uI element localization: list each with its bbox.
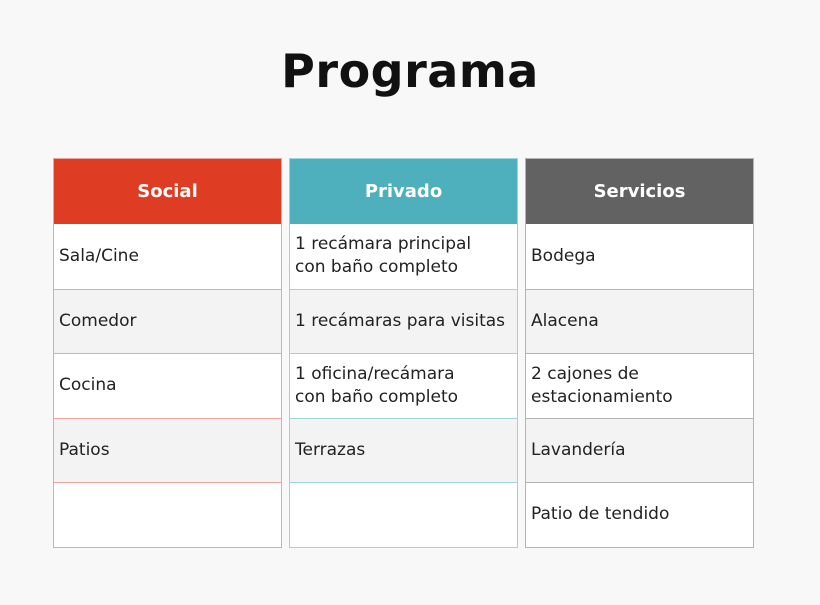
table-cell: 1 oficina/recámara con baño completo xyxy=(290,353,517,418)
table-cell: Patio de tendido xyxy=(526,482,753,547)
table-cell: Cocina xyxy=(54,353,281,418)
table-cell: 2 cajones de estacionamiento xyxy=(526,353,753,418)
column-header-social: Social xyxy=(54,159,281,224)
table-cell: Alacena xyxy=(526,289,753,354)
table-cell: 1 recámaras para visitas xyxy=(290,289,517,354)
column-header-servicios: Servicios xyxy=(526,159,753,224)
table-cell xyxy=(54,482,281,547)
table-cell: Comedor xyxy=(54,289,281,354)
table-cell xyxy=(290,482,517,547)
column-privado xyxy=(289,158,518,548)
column-header-privado: Privado xyxy=(290,159,517,224)
table-cell: Patios xyxy=(54,418,281,483)
page-title: Programa xyxy=(281,44,539,98)
table-cell: 1 recámara principal con baño completo xyxy=(290,224,517,289)
table-cell: Bodega xyxy=(526,224,753,289)
column-servicios xyxy=(525,158,754,548)
table-cell: Sala/Cine xyxy=(54,224,281,289)
table-cell: Lavandería xyxy=(526,418,753,483)
table-cell: Terrazas xyxy=(290,418,517,483)
column-social xyxy=(53,158,282,548)
